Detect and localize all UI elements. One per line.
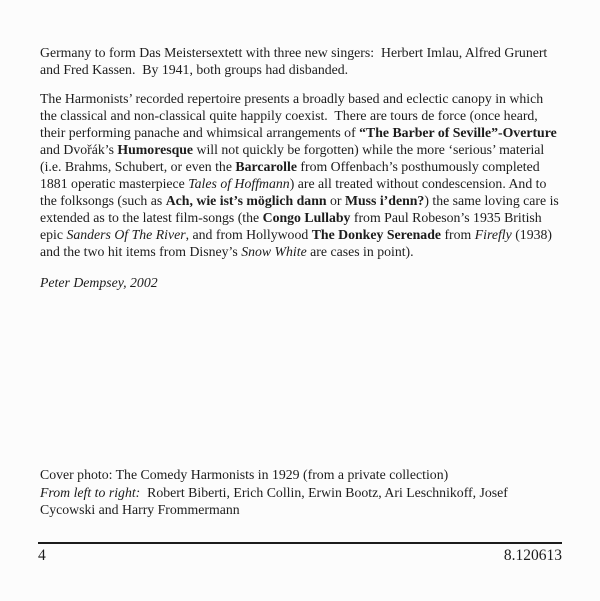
paragraph-repertoire: The Harmonists’ recorded repertoire presents a broadly based and eclectic canopy in which the classical and non-classical quite happily coexist. There are tours de force (once heard, their performing panache and whimsical arrangements of “The Barber of Seville”-Overture and Dvořák’s Humoresque will not quickly be forgotten) while the more ‘serious’ material (i.e. Brahms, Schubert, or even the Barcarolle from Offenbach’s posthumously completed 1881 operatic masterpiece Tales of Hoffmann) are all treated without condescension. And to the folksongs (such as Ach, wie ist’s möglich dann or Muss i’denn?) the same loving care is extended as to the latest film-songs (the Congo Lullaby from Paul Robeson’s 1935 British epic Sanders Of The River, and from Hollywood The Donkey Serenade from Firefly (1938) and the two hit items from Disney’s Snow White are cases in point). bbox=[40, 91, 563, 259]
credit-line-member-names: From left to right: Robert Biberti, Erich Collin, Erwin Bootz, Ari Leschnikoff, Josef Cycowski and Harry Frommermann bbox=[40, 484, 512, 517]
credit-line-cover-photo: Cover photo: The Comedy Harmonists in 1929 (from a private collection) bbox=[40, 467, 449, 482]
author-byline: Peter Dempsey, 2002 bbox=[40, 275, 158, 290]
catalog-number: 8.120613 bbox=[503, 547, 562, 564]
cover-photo-credits bbox=[40, 466, 563, 519]
page-footer bbox=[38, 542, 562, 565]
paragraph-disbanding: Germany to form Das Meistersextett with three new singers: Herbert Imlau, Alfred Grunert and Fred Kassen. By 1941, both groups had disbanded. bbox=[40, 45, 551, 77]
liner-notes-text bbox=[40, 44, 561, 303]
page-number: 4 bbox=[38, 547, 46, 564]
